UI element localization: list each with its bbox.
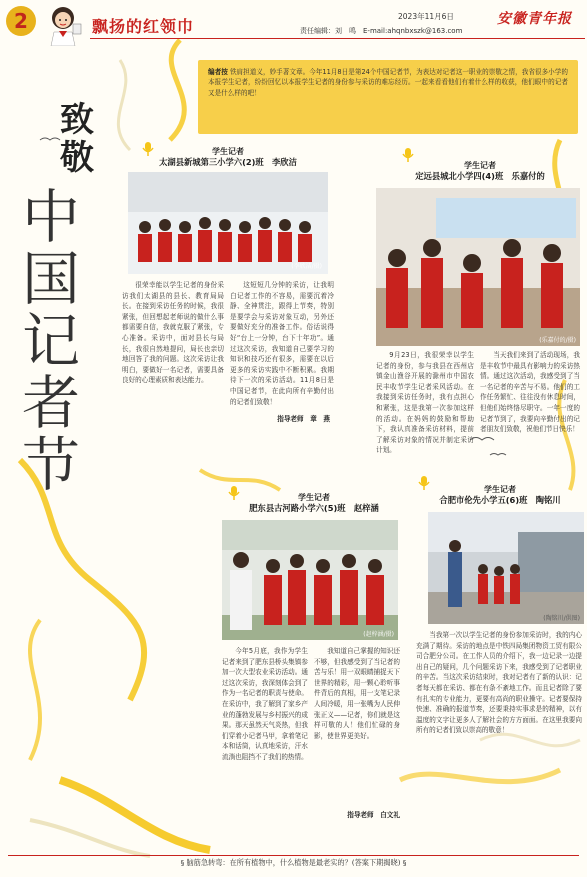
editor-credit: 责任编辑：刘 鸣 E-mail:ahqnbxszk@163.com xyxy=(300,27,463,35)
article-advisor: 指导老师 章 燕 xyxy=(277,415,330,423)
article-paragraph: 9月23日，我很荣幸以学生记者的身份，参与我县在西州店镇金山渔谷开展的滁州市中国农民丰收节学生记者采风活动。在我接到采访任务时，我有点担心和紧张，这是我第一次参加这样的活动。在妈妈的鼓励和帮助下，我认真准备采访材料，提前了解采访对象的情况并制定采访计划。 xyxy=(376,351,474,455)
editor-note-text: 铁肩担道义，妙手著文章。今年11月8日是第24个中国记者节，为表达对记者这一职业的崇敬之情，我省很多小学的本报学生记者，纷纷回忆以本报学生记者的身份参与采访的难忘经历。一起来看看他们有着什么样的收获，他们眼中的记者又是什么样的吧！ xyxy=(208,68,568,97)
article-text-col1 xyxy=(376,350,474,480)
byline-name: 定远县城北小学四(4)班 乐嘉付的 xyxy=(415,171,545,181)
article-byline xyxy=(420,484,580,506)
article-byline xyxy=(128,146,328,168)
editor-note xyxy=(198,60,578,134)
page-number: 2 xyxy=(6,6,36,36)
footer-divider xyxy=(8,855,579,856)
byline-role: 学生记者 xyxy=(212,147,244,156)
article-text-col2 xyxy=(230,280,334,410)
mascot-girl-icon xyxy=(40,2,86,46)
byline-role: 学生记者 xyxy=(464,161,496,170)
article-paragraph: 这短短几分钟的采访，让我明白记者工作的不容易，需要沉着冷静、全神贯注，跟得上节奏，特别是要学会与采访对象互动，另外还要做好充分的准备工作。俗话说得好“台上一分钟，台下十年功”。通过这次采访，我知道自己要学习的知识和技巧还有很多，需要在以后更多的采访实践中不断积累。我期待下一次的采访活动。11月8日是中国记者节，在此向所有辛勤付出的记者们致敬！ xyxy=(230,281,334,406)
title-char: 中 xyxy=(22,183,81,251)
page-header xyxy=(0,0,587,48)
title-char: 记 xyxy=(22,307,81,375)
article-photo xyxy=(376,188,580,346)
byline-name: 太湖县新城第三小学六(2)班 李欣洁 xyxy=(159,157,297,167)
microphone-icon xyxy=(138,140,160,158)
microphone-icon xyxy=(224,484,246,502)
article-text-col2 xyxy=(480,350,580,470)
group-photo-students xyxy=(128,172,328,274)
factory-visit-photo xyxy=(428,512,584,624)
microphone-icon xyxy=(398,146,420,164)
article-paragraph: 今年5月底，我作为学生记者来到了肥东县桥头集镇参加一次大型农业采访活动。通过这次采访，我深刻体会到了作为一名记者的职责与使命。在采访中，我了解到了家乡产业的蓬勃发展与乡村振兴的成果。那天虽然天气炎热，但我们穿着小记者马甲，拿着笔记本和话筒，认真地采访，汗水流淌也阻挡不了我们的热情。 xyxy=(222,647,308,761)
photo-credit: (赵梓涵/摄) xyxy=(363,631,394,638)
article-paragraph: 很荣幸能以学生记者的身份采访我们太湖县的县长、教育局局长。在接到采访任务的时候，我很紧张，但回想起老师说的做什么事都需要自信，我就克服了紧张，专心准备。采访中，面对县长与局长，我很自然地提问，局长也亲切地回答了我的问题。这次采访让我明白，要做好一名记者，需要具备良好的心理素质和表达能力。 xyxy=(122,281,224,385)
byline-role: 学生记者 xyxy=(484,485,516,494)
brain-teaser-footer: § 脑筋急转弯：在所有植物中，什么植物是最老实的？(答案下期揭晓) § xyxy=(180,858,407,867)
newspaper-masthead: 安徽青年报 xyxy=(497,11,572,27)
interview-photo-students xyxy=(222,520,398,640)
article-byline xyxy=(224,492,404,514)
article-byline xyxy=(380,160,580,182)
microphone-icon xyxy=(414,474,436,492)
byline-name: 肥东县古河路小学六(5)班 赵梓涵 xyxy=(249,503,379,513)
article-text-col2 xyxy=(314,646,400,806)
title-char: 节 xyxy=(22,431,81,499)
article-paragraph: 当我第一次以学生记者的身份参加采访时，我的内心充满了期待。采访的地点是中铁四局集团物资工贸有限公司合肥分公司。在工作人员的介绍下，我一边记录一边提出自己的疑问，几个问题采访下来，我感受到了记者职业的辛苦。当这次采访结束时，我对记者有了新的认识：记者每天都在采访、都在有条不紊地工作。而且记者除了要有扎实的专业能力，更要有高尚的职业操守。记者要保持快速、准确的报道节奏，还要秉持实事求是的精神，以有温度的文字让更多人了解社会的方方面面。在这里我要向所有的记者们致以崇高的敬意！ xyxy=(416,631,582,735)
article-photo xyxy=(128,172,328,274)
editor-note-label: 编者按 xyxy=(208,68,228,76)
title-char: 国 xyxy=(22,245,81,313)
title-char: 敬 xyxy=(60,138,94,178)
byline-role: 学生记者 xyxy=(298,493,330,502)
issue-date: 2023年11月6日 xyxy=(398,12,454,21)
header-divider xyxy=(90,38,585,39)
title-char: 致 xyxy=(60,100,94,140)
article-paragraph: 我知道自己掌握的知识还不够，但我感受到了当记者的苦与乐！用一双眼睛捕捉天下世界的精彩，用一颗心聆听事件背后的真相，用一支笔记录人间冷暖，用一张嘴为人民伸张正义——记者，你们就是这样可敬的人！他们忙碌的身影，使世界更美好。 xyxy=(314,647,400,740)
article-paragraph: 当天我们来到了活动现场，我是丰收节中最具有影响力的采访热情。通过这次活动，我感受到了当一名记者的辛苦与不易。他们的工作任务繁忙、往往没有休息时间，但他们始终恪尽职守。一年一度的记者节到了，我要向辛勤付出的记者朋友们致敬，祝他们节日快乐！ xyxy=(480,351,580,434)
article-photo xyxy=(222,520,398,640)
title-char: 者 xyxy=(22,369,81,437)
article-text-col1 xyxy=(222,646,308,826)
byline-name: 合肥市伦先小学五(6)班 陶铭川 xyxy=(439,495,561,505)
event-photo-students xyxy=(376,188,580,346)
photo-credit: (陶铭川/供图) xyxy=(543,615,580,622)
article-text xyxy=(416,630,582,810)
column-title: 飘扬的红领巾 xyxy=(92,17,195,36)
article-photo xyxy=(428,512,584,624)
article-advisor: 指导老师 白文礼 xyxy=(347,811,400,819)
photo-credit: (李欣洁/摄) xyxy=(291,263,322,270)
article-text-col1 xyxy=(122,280,224,420)
photo-credit: (乐嘉付的/摄) xyxy=(539,337,576,344)
